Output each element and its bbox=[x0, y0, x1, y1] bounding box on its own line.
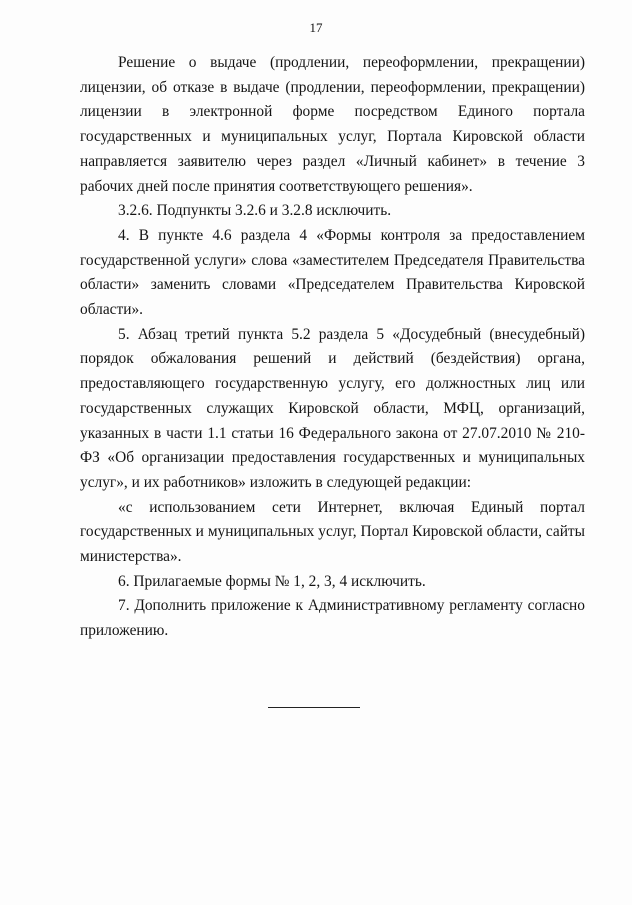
paragraph-item-4: 4. В пункте 4.6 раздела 4 «Формы контроля за предоставлением государственной услуги» слова «заместителем Председателя Правительства области» заменить словами «Председателем Правительства Кировской области». bbox=[80, 226, 585, 319]
end-divider bbox=[268, 707, 360, 708]
document-body bbox=[80, 51, 585, 644]
paragraph-quote-internet: «с использованием сети Интернет, включая Единый портал государственных и муниципальных услуг, Портал Кировской области, сайты министерства». bbox=[80, 498, 585, 566]
paragraph-item-6: 6. Прилагаемые формы № 1, 2, 3, 4 исключить. bbox=[118, 572, 426, 590]
page-number: 17 bbox=[309, 20, 323, 35]
paragraph-3-2-6: 3.2.6. Подпункты 3.2.6 и 3.2.8 исключить. bbox=[118, 202, 392, 220]
paragraph-decision-notice: Решение о выдаче (продлении, переоформлении, прекращении) лицензии, об отказе в выдаче (продлении, переоформлении, прекращении) лицензии в электронной форме посредством Единого портала государственных и муниципальных услуг, Портала Кировской области направляется заявителю через раздел «Личный кабинет» в течение 3 рабочих дней после принятия соответствующего решения». bbox=[80, 54, 585, 195]
paragraph-item-5: 5. Абзац третий пункта 5.2 раздела 5 «Досудебный (внесудебный) порядок обжалования решений и действий (бездействия) органа, предоставляющего государственную услугу, его должностных лиц или государственных служащих Кировской области, МФЦ, организаций, указанных в части 1.1 статьи 16 Федерального закона от 27.07.2010 № 210-ФЗ «Об организации предоставления государственных и муниципальных услуг», и их работников» изложить в следующей редакции: bbox=[80, 325, 585, 491]
paragraph-item-7: 7. Дополнить приложение к Административному регламенту согласно приложению. bbox=[80, 597, 585, 640]
